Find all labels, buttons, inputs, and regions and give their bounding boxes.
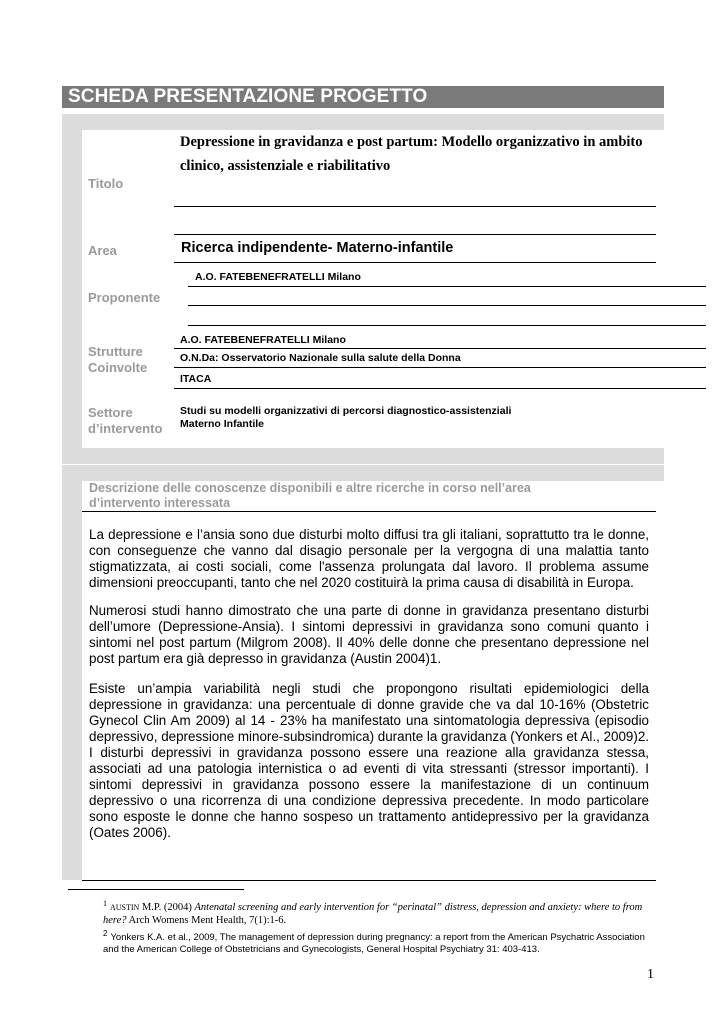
titolo-value: Depressione in gravidanza e post partum: Modello organizzativo in ambito clinico, assistenziale e riabilitativo (180, 134, 643, 174)
description-bottom-rule (82, 880, 656, 881)
settore-value-line-1: Studi su modelli organizzativi di percorsi diagnostico-assistenziali (180, 405, 512, 417)
settore-label-line-2: d’intervento (88, 421, 163, 436)
footnote-2-text: Yonkers K.A. et al., 2009, The management of depression during pregnancy: a report from the American Psychatric Association and the American College of Obstetricians and Gynecologists, General Hospital Psychiatry 31: 403-413. (103, 932, 645, 955)
struttura-item: A.O. FATEBENEFRATELLI Milano (180, 334, 346, 346)
titolo-rule-1 (174, 206, 656, 207)
area-rule (174, 262, 656, 263)
description-panel-left-margin (62, 465, 82, 880)
description-paragraph: Esiste un’ampia variabilità negli studi che propongono risultati epidemiologici della depressione in gravidanza: una percentuale di donne gravide che va dal 10-16% (Obstetric Gynecol Clin Am 2009) al 14 - 23% ha manifestato una sintomatologia depressiva (episodio depressivo, depressione minore-subsindromica) durante la gravidanza (Yonkers et Al., 2009)2. I disturbi depressivi in gravidanza possono essere una reazione alla gravidanza stessa, associati ad una patologia internistica o ad eventi di vita stressanti (stressor importanti). I sintomi depressivi in gravidanza possono essere la manifestazione di un continuum depressivo o una ricorrenza di una condizione depressiva precedente. In modo particolare sono esposte le donne che hanno sospeso un trattamento antidepressivo per la gravidanza (Oates 2006). (89, 681, 649, 840)
footnote-1 (103, 897, 657, 927)
footnote-1-title: Antenatal screening and early intervention for “perinatal” distress, depression and anxiety: where to from here? (103, 902, 643, 926)
page-number: 1 (647, 967, 654, 982)
proponente-rule-1 (188, 286, 706, 287)
description-heading-rule (82, 511, 656, 512)
struttura-item: ITACA (180, 373, 212, 385)
footnote-1-year: M.P. (2004) (139, 902, 192, 913)
description-paragraph: Numerosi studi hanno dimostrato che una parte di donne in gravidanza presentano disturbi dell’umore (Depressione-Ansia). I sintomi depressivi in gravidanza sono comuni quanto i sintomi nel post partum (Milgrom 2008). Il 40% delle donne che presentano depressione nel post partum era già depresso in gravidanza (Austin 2004)1. (89, 603, 649, 666)
strutture-rule-1 (174, 348, 706, 349)
footnote-separator (68, 889, 244, 890)
description-paragraph: La depressione e l’ansia sono due disturbi molto diffusi tra gli italiani, soprattutto tra le donne, con conseguenze che vanno dal disagio personale per la vergogna di una malattia tanto stigmatizzata, ai costi sociali, come l'assenza prolungata dal lavoro. Il problema assume dimensioni preoccupanti, tanto che nel 2020 costituirà la prima causa di disabilità in Europa. (89, 527, 649, 590)
settore-value-line-2: Materno Infantile (180, 418, 265, 430)
area-label: Area (88, 243, 117, 258)
footnote-2-number: 2 (103, 929, 108, 938)
page-title: SCHEDA PRESENTAZIONE PROGETTO (62, 86, 664, 108)
description-heading: Descrizione delle conoscenze disponibili e altre ricerche in corso nell’area d’intervento interessata (89, 481, 531, 510)
settore-label-line-1: Settore (88, 405, 133, 420)
struttura-item: O.N.Da: Osservatorio Nazionale sulla salute della Donna (180, 352, 461, 364)
footnote-1-author: AUSTIN (110, 903, 140, 912)
strutture-label-line-1: Strutture (88, 344, 143, 359)
proponente-value: A.O. FATEBENEFRATELLI Milano (195, 271, 361, 283)
strutture-rule-2 (174, 367, 706, 368)
titolo-label: Titolo (88, 176, 124, 191)
footnote-1-source: Arch Womens Ment Health, 7(1):1-6. (128, 915, 287, 926)
strutture-rule-3 (174, 388, 706, 389)
footnote-2 (103, 928, 657, 956)
footnote-1-number: 1 (103, 899, 107, 908)
proponente-label: Proponente (88, 290, 161, 305)
area-value: Ricerca indipendente- Materno-infantile (181, 240, 454, 256)
proponente-rule-2 (188, 305, 706, 306)
titolo-rule-2 (174, 234, 656, 235)
proponente-rule-3 (188, 325, 706, 326)
description-panel-background (62, 465, 664, 481)
strutture-label-line-2: Coinvolte (88, 360, 148, 375)
